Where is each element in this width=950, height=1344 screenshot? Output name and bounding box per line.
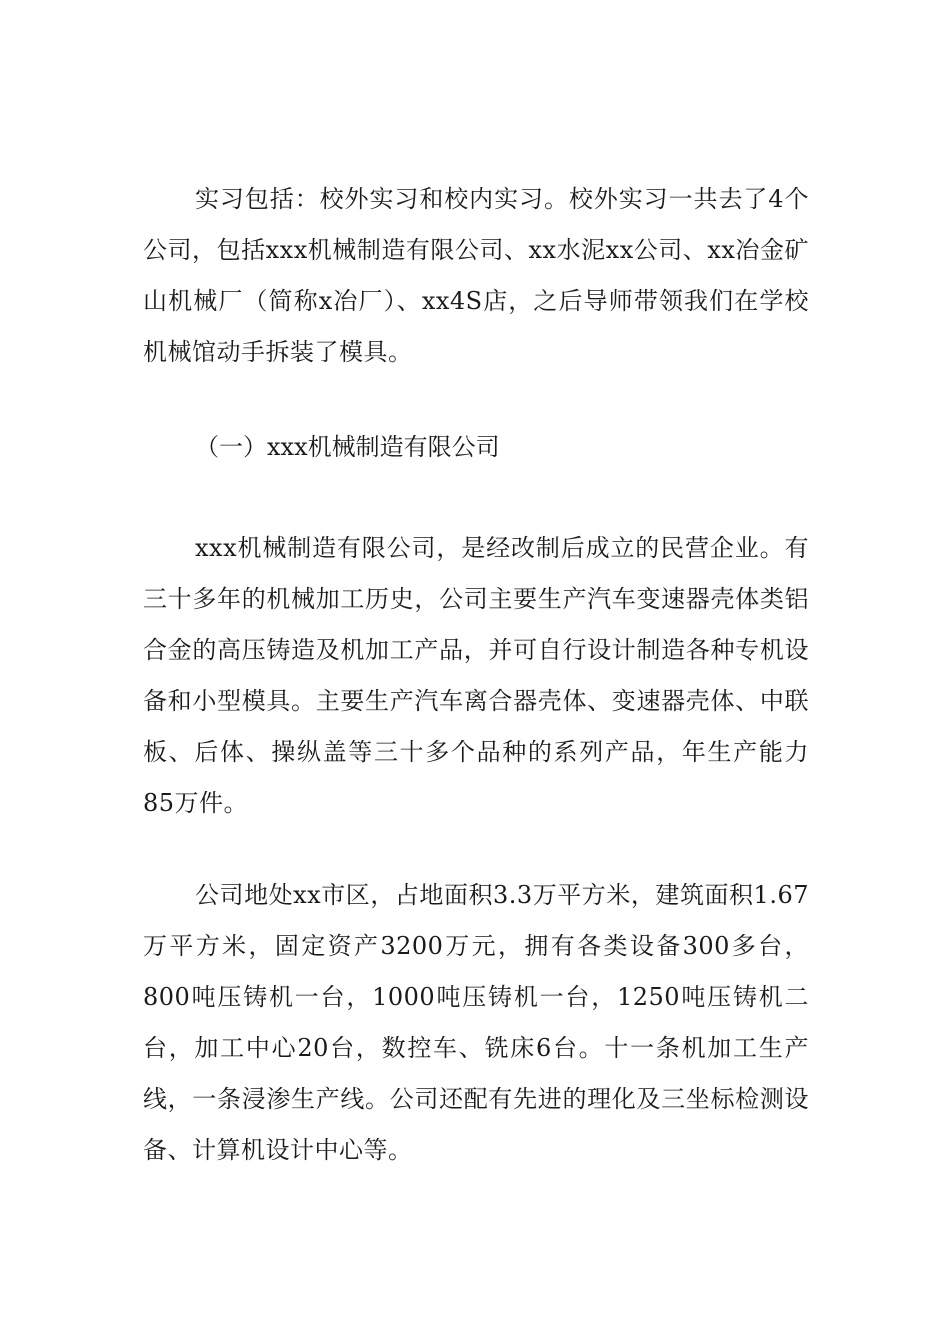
paragraph-company-facilities: 公司地处xx市区，占地面积3.3万平方米，建筑面积1.67万平方米，固定资产3200万元，拥有各类设备300多台，800吨压铸机一台，1000吨压铸机一台，1250吨压铸机二台，加工中心20台，数控车、铣床6台。十一条机加工生产线，一条浸渗生产线。公司还配有先进的理化及三坐标检测设备、计算机设计中心等。 — [143, 881, 809, 1164]
paragraph-internship-overview: 实习包括：校外实习和校内实习。校外实习一共去了4个公司，包括xxx机械制造有限公司、xx水泥xx公司、xx冶金矿山机械厂（简称x冶厂）、xx4S店，之后导师带领我们在学校机械馆动手拆装了模具。 — [143, 185, 809, 366]
paragraph-company-intro: xxx机械制造有限公司，是经改制后成立的民营企业。有三十多年的机械加工历史，公司主要生产汽车变速器壳体类铝合金的高压铸造及机加工产品，并可自行设计制造各种专机设备和小型模具。主要生产汽车离合器壳体、变速器壳体、中联板、后体、操纵盖等三十多个品种的系列产品，年生产能力85万件。 — [143, 534, 809, 817]
section-heading: （一）xxx机械制造有限公司 — [195, 433, 500, 461]
